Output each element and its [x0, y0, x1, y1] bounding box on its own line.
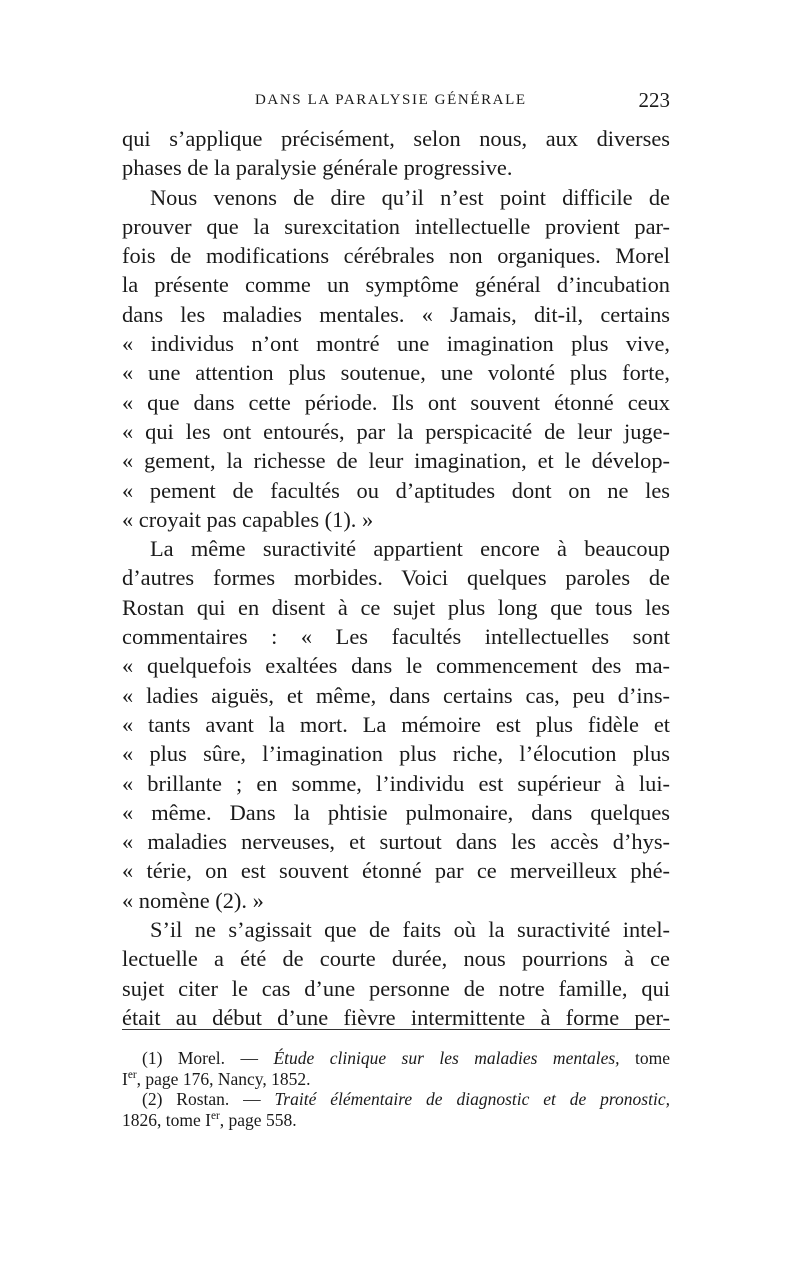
body-text — [122, 124, 670, 1032]
footnote-2-details: , page 558. — [219, 1109, 297, 1130]
quote-line: « brillante ; en somme, l’individu est supérieur à lui- — [122, 770, 670, 796]
footnote-2-author: (2) Rostan. — — [142, 1089, 275, 1109]
text-line: était au début d’une fièvre intermittente à forme per- — [122, 1004, 670, 1030]
page-header — [122, 88, 670, 118]
footnote-1-author: (1) Morel. — — [142, 1048, 274, 1068]
footnote-1-tome: I — [122, 1068, 128, 1089]
text-line: commentaires : « Les facultés intellectuelles sont — [122, 624, 670, 650]
footnote-2 — [122, 1089, 670, 1110]
text-line: sujet citer le cas d’une personne de notre famille, qui — [122, 975, 670, 1001]
quote-line: « gement, la richesse de leur imagination, et le dévelop- — [122, 448, 670, 474]
text-line: phases de la paralysie générale progressive. — [122, 155, 513, 181]
footnote-2-continuation — [122, 1110, 670, 1131]
footnote-2-title: Traité élémentaire de diagnostic et de pronostic, — [274, 1089, 670, 1109]
text-line: Rostan qui en disent à ce sujet plus long que tous les — [122, 594, 670, 620]
paragraph-start-line: La même suractivité appartient encore à beaucoup — [150, 536, 670, 562]
quote-line: « individus n’ont montré une imagination plus vive, — [122, 331, 670, 357]
text-line: d’autres formes morbides. Voici quelques paroles de — [122, 565, 670, 591]
quote-line: « plus sûre, l’imagination plus riche, l’élocution plus — [122, 741, 670, 767]
quote-line: « croyait pas capables (1). » — [122, 506, 374, 532]
paragraph-start-line: S’il ne s’agissait que de faits où la suractivité intel- — [150, 917, 670, 943]
paragraph-start-line: Nous venons de dire qu’il n’est point difficile de — [150, 184, 670, 210]
text-line: lectuelle a été de courte durée, nous pourrions à ce — [122, 946, 670, 972]
footnotes — [122, 1048, 670, 1130]
footnote-1-volume: tome — [619, 1048, 670, 1068]
footnote-1-superscript: er — [127, 1068, 137, 1081]
quote-line: « ladies aiguës, et même, dans certains cas, peu d’ins- — [122, 682, 670, 708]
quote-line: « maladies nerveuses, et surtout dans les accès d’hys- — [122, 829, 670, 855]
footnote-1-title: Étude clinique sur les maladies mentales, — [273, 1048, 620, 1068]
footnote-2-tome: 1826, tome I — [122, 1109, 211, 1130]
text-line: dans les maladies mentales. « Jamais, dit-il, certains — [122, 301, 670, 327]
text-line: qui s’applique précisément, selon nous, aux diverses — [122, 126, 670, 151]
text-line: la présente comme un symptôme général d’incubation — [122, 272, 670, 298]
text-line: fois de modifications cérébrales non organiques. Morel — [122, 243, 670, 269]
footnote-1-continuation — [122, 1069, 670, 1090]
footnote-1-details: , page 176, Nancy, 1852. — [136, 1068, 311, 1089]
quote-line: « tants avant la mort. La mémoire est plus fidèle et — [122, 711, 670, 737]
footnote-1 — [122, 1048, 670, 1069]
quote-line: « térie, on est souvent étonné par ce merveilleux phé- — [122, 858, 670, 884]
quote-line: « quelquefois exaltées dans le commencement des ma- — [122, 653, 670, 679]
quote-line: « nomène (2). » — [122, 887, 264, 913]
page-number: 223 — [638, 88, 670, 112]
text-line: prouver que la surexcitation intellectuelle provient par- — [122, 213, 670, 239]
quote-line: « que dans cette période. Ils ont souvent étonné ceux — [122, 389, 670, 415]
quote-line: « même. Dans la phtisie pulmonaire, dans quelques — [122, 799, 670, 825]
running-title: DANS LA PARALYSIE GÉNÉRALE — [255, 92, 527, 108]
footnote-2-superscript: er — [210, 1109, 220, 1122]
quote-line: « qui les ont entourés, par la perspicacité de leur juge- — [122, 418, 670, 444]
footnote-divider — [122, 1029, 670, 1030]
quote-line: « une attention plus soutenue, une volonté plus forte, — [122, 360, 670, 386]
quote-line: « pement de facultés ou d’aptitudes dont on ne les — [122, 477, 670, 503]
